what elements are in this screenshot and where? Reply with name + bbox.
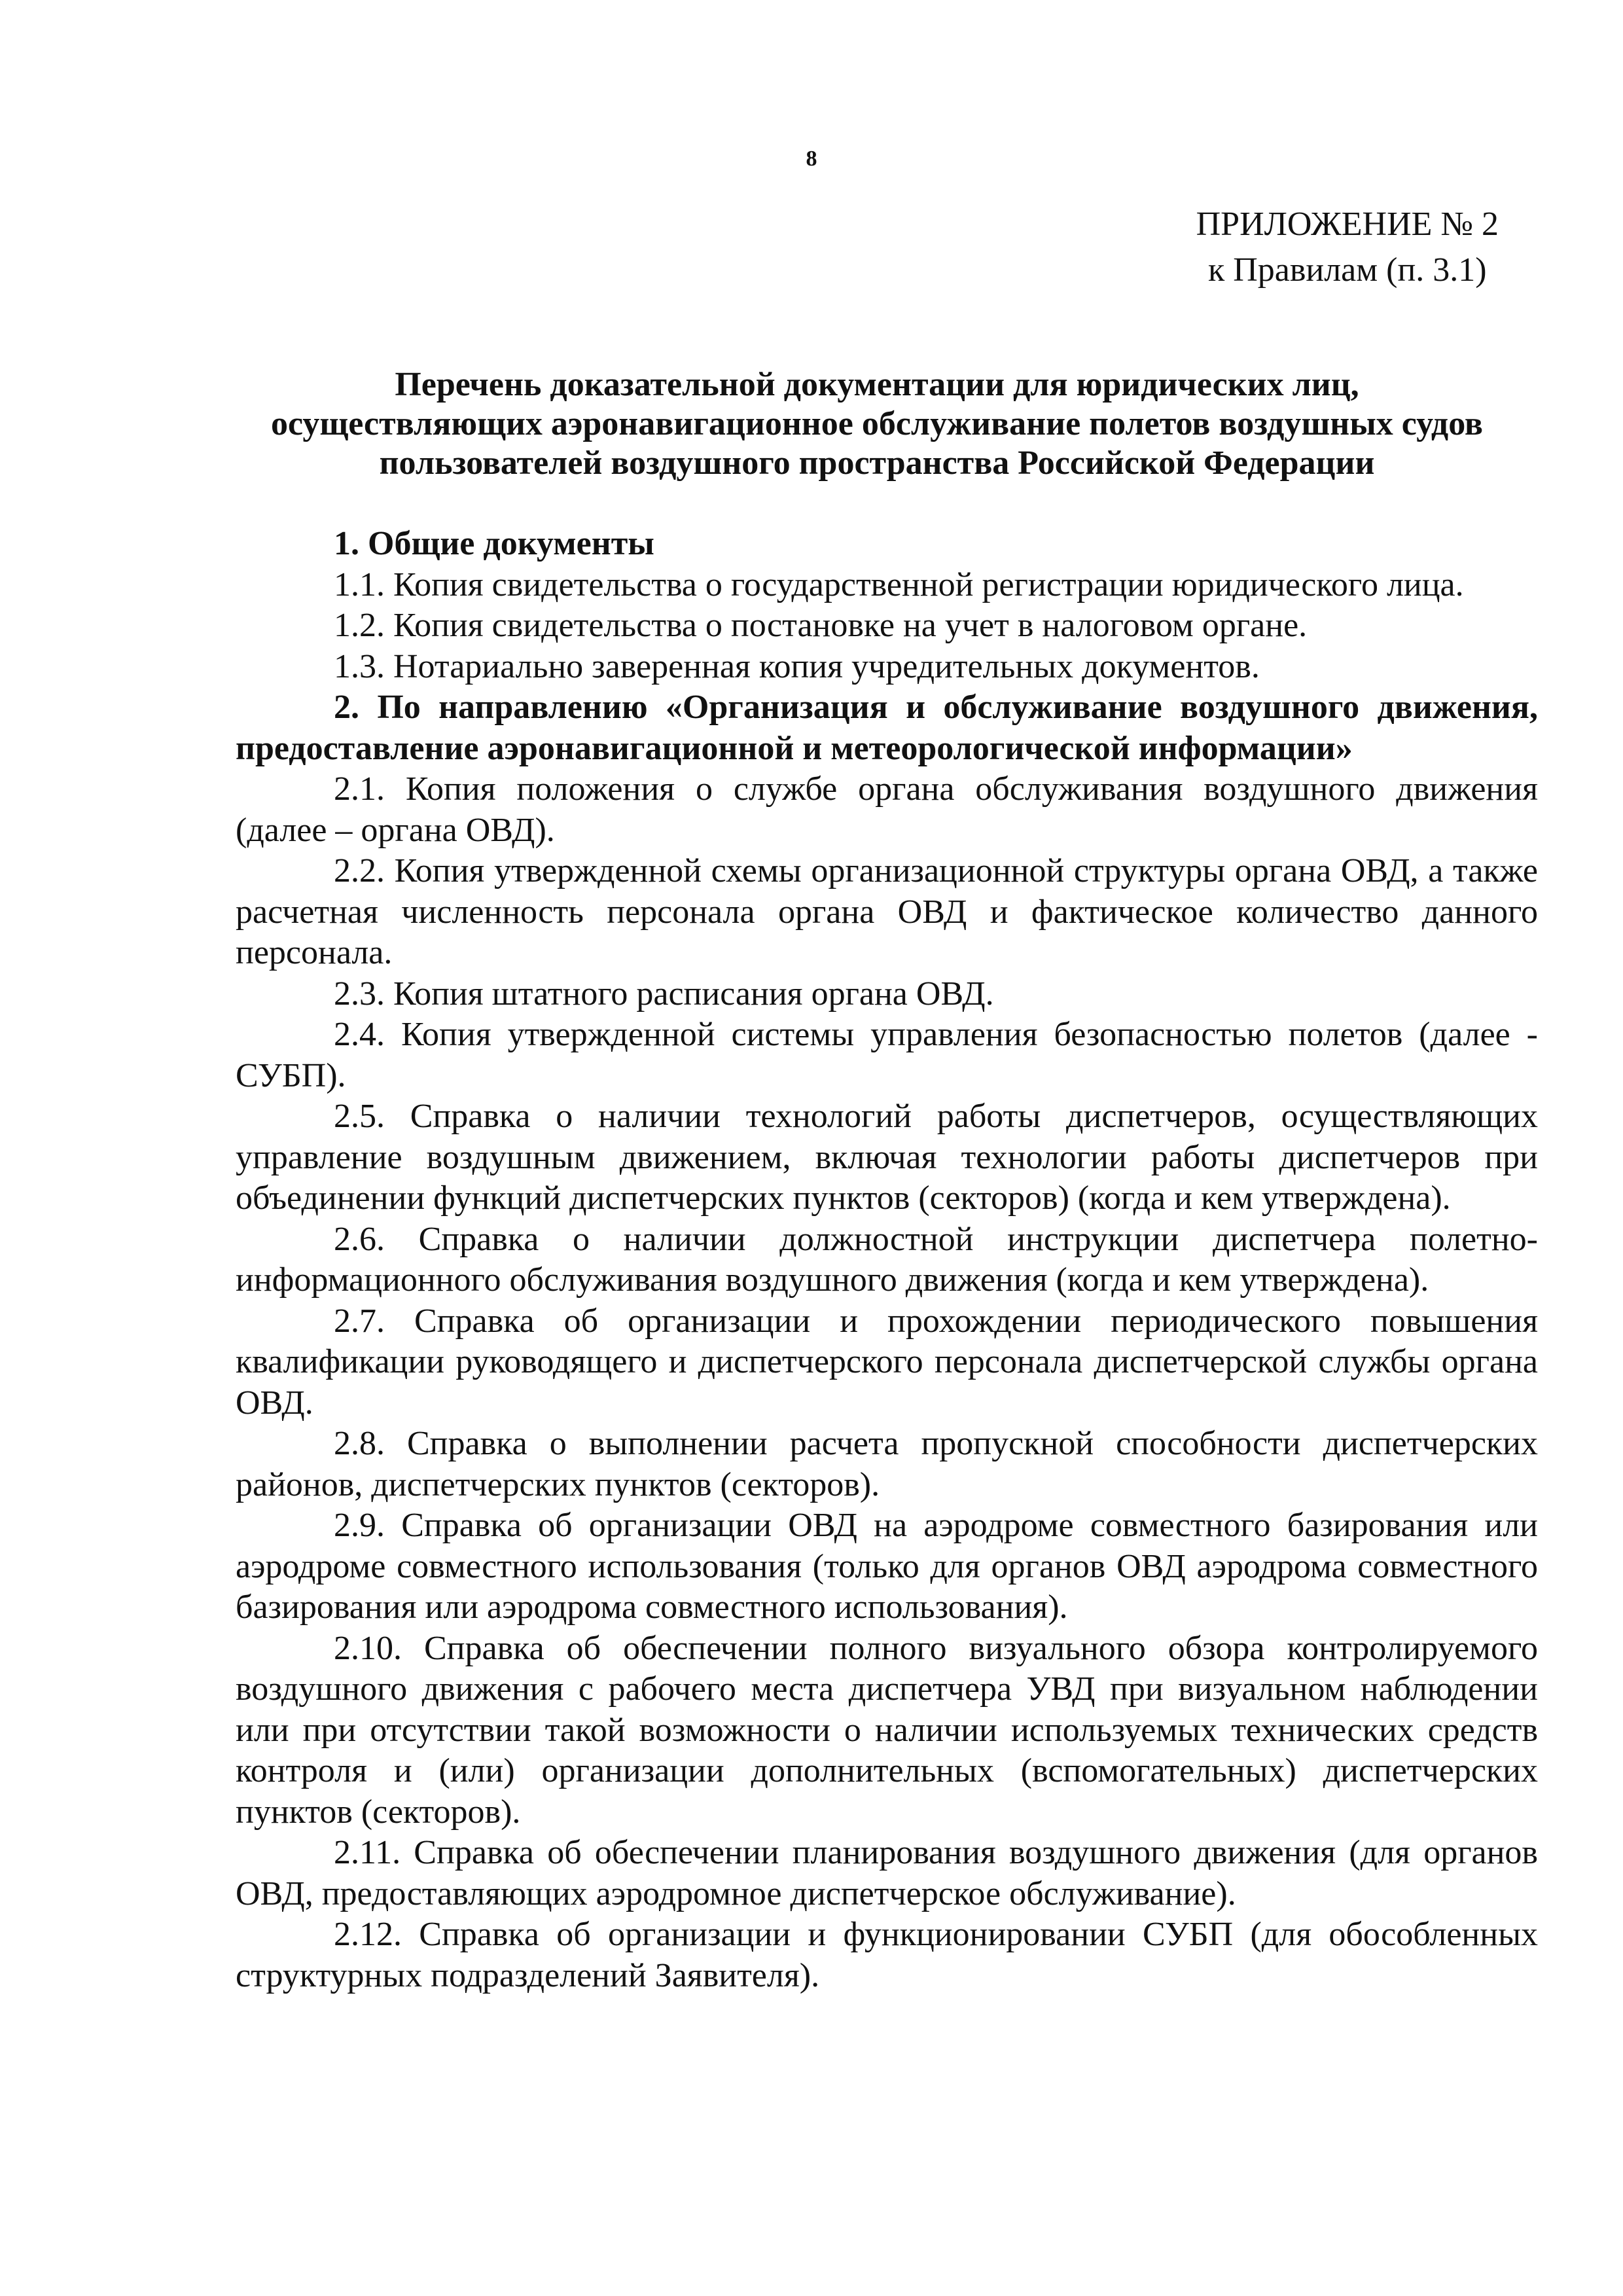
item-2-11: 2.11. Справка об обеспечении планирования воздушного движения (для органов ОВД, предоставляющих аэродромное диспетчерское обслуживание). [236, 1834, 1538, 1912]
item-2-7: 2.7. Справка об организации и прохождении периодического повышения квалификации руководящего и диспетчерского персонала диспетчерской службы органа ОВД. [236, 1302, 1538, 1422]
title-line-2: осуществляющих аэронавигационное обслуживание полетов воздушных судов [270, 405, 1484, 442]
title-line-1: Перечень доказательной документации для юридических лиц, [395, 366, 1359, 403]
document-body [236, 524, 1538, 1996]
item-2-3: 2.3. Копия штатного расписания органа ОВД. [334, 975, 994, 1013]
item-2-8: 2.8. Справка о выполнении расчета пропускной способности диспетчерских районов, диспетчерских пунктов (секторов). [236, 1425, 1538, 1503]
item-2-4: 2.4. Копия утвержденной системы управления безопасностью полетов (далее - СУБП). [236, 1016, 1538, 1094]
item-2-10: 2.10. Справка об обеспечении полного визуального обзора контролируемого воздушного движения с рабочего места диспетчера УВД при визуальном наблюдении или при отсутствии такой возможности о наличии используемых технических средств контроля и (или) организации дополнительных (вспомогательных) диспетчерских пунктов (секторов). [236, 1629, 1538, 1831]
item-2-1: 2.1. Копия положения о службе органа обслуживания воздушного движения (далее – органа ОВД). [236, 770, 1538, 849]
title-line-3: пользователей воздушного пространства Российской Федерации [379, 444, 1375, 482]
item-1-2: 1.2. Копия свидетельства о постановке на учет в налоговом органе. [334, 607, 1308, 644]
item-2-6: 2.6. Справка о наличии должностной инструкции диспетчера полетно-информационного обслуживания воздушного движения (когда и кем утверждена). [236, 1220, 1538, 1299]
item-1-1: 1.1. Копия свидетельства о государственной регистрации юридического лица. [334, 565, 1464, 603]
appendix-label [1196, 202, 1499, 293]
section-2-heading: 2. По направлению «Организация и обслуживание воздушного движения, предоставление аэронавигационной и метеорологической информации» [236, 689, 1538, 767]
appendix-reference: к Правилам (п. 3.1) [1207, 251, 1487, 289]
section-1-heading: 1. Общие документы [334, 525, 654, 562]
item-2-5: 2.5. Справка о наличии технологий работы диспетчеров, осуществляющих управление воздушным движением, включая технологии работы диспетчеров при объединении функций диспетчерских пунктов (секторов) (когда и кем утверждена). [236, 1098, 1538, 1217]
item-2-12: 2.12. Справка об организации и функционировании СУБП (для обособленных структурных подразделений Заявителя). [236, 1916, 1538, 1994]
page-number: 8 [806, 147, 817, 171]
item-2-2: 2.2. Копия утвержденной схемы организационной структуры органа ОВД, а также расчетная численность персонала органа ОВД и фактическое количество данного персонала. [236, 852, 1538, 971]
document-title [236, 365, 1518, 483]
item-2-9: 2.9. Справка об организации ОВД на аэродроме совместного базирования или аэродроме совместного использования (только для органов ОВД аэродрома совместного базирования или аэродрома совместного использования). [236, 1507, 1538, 1626]
appendix-number: ПРИЛОЖЕНИЕ № 2 [1196, 206, 1499, 243]
item-1-3: 1.3. Нотариально заверенная копия учредительных документов. [334, 647, 1260, 685]
